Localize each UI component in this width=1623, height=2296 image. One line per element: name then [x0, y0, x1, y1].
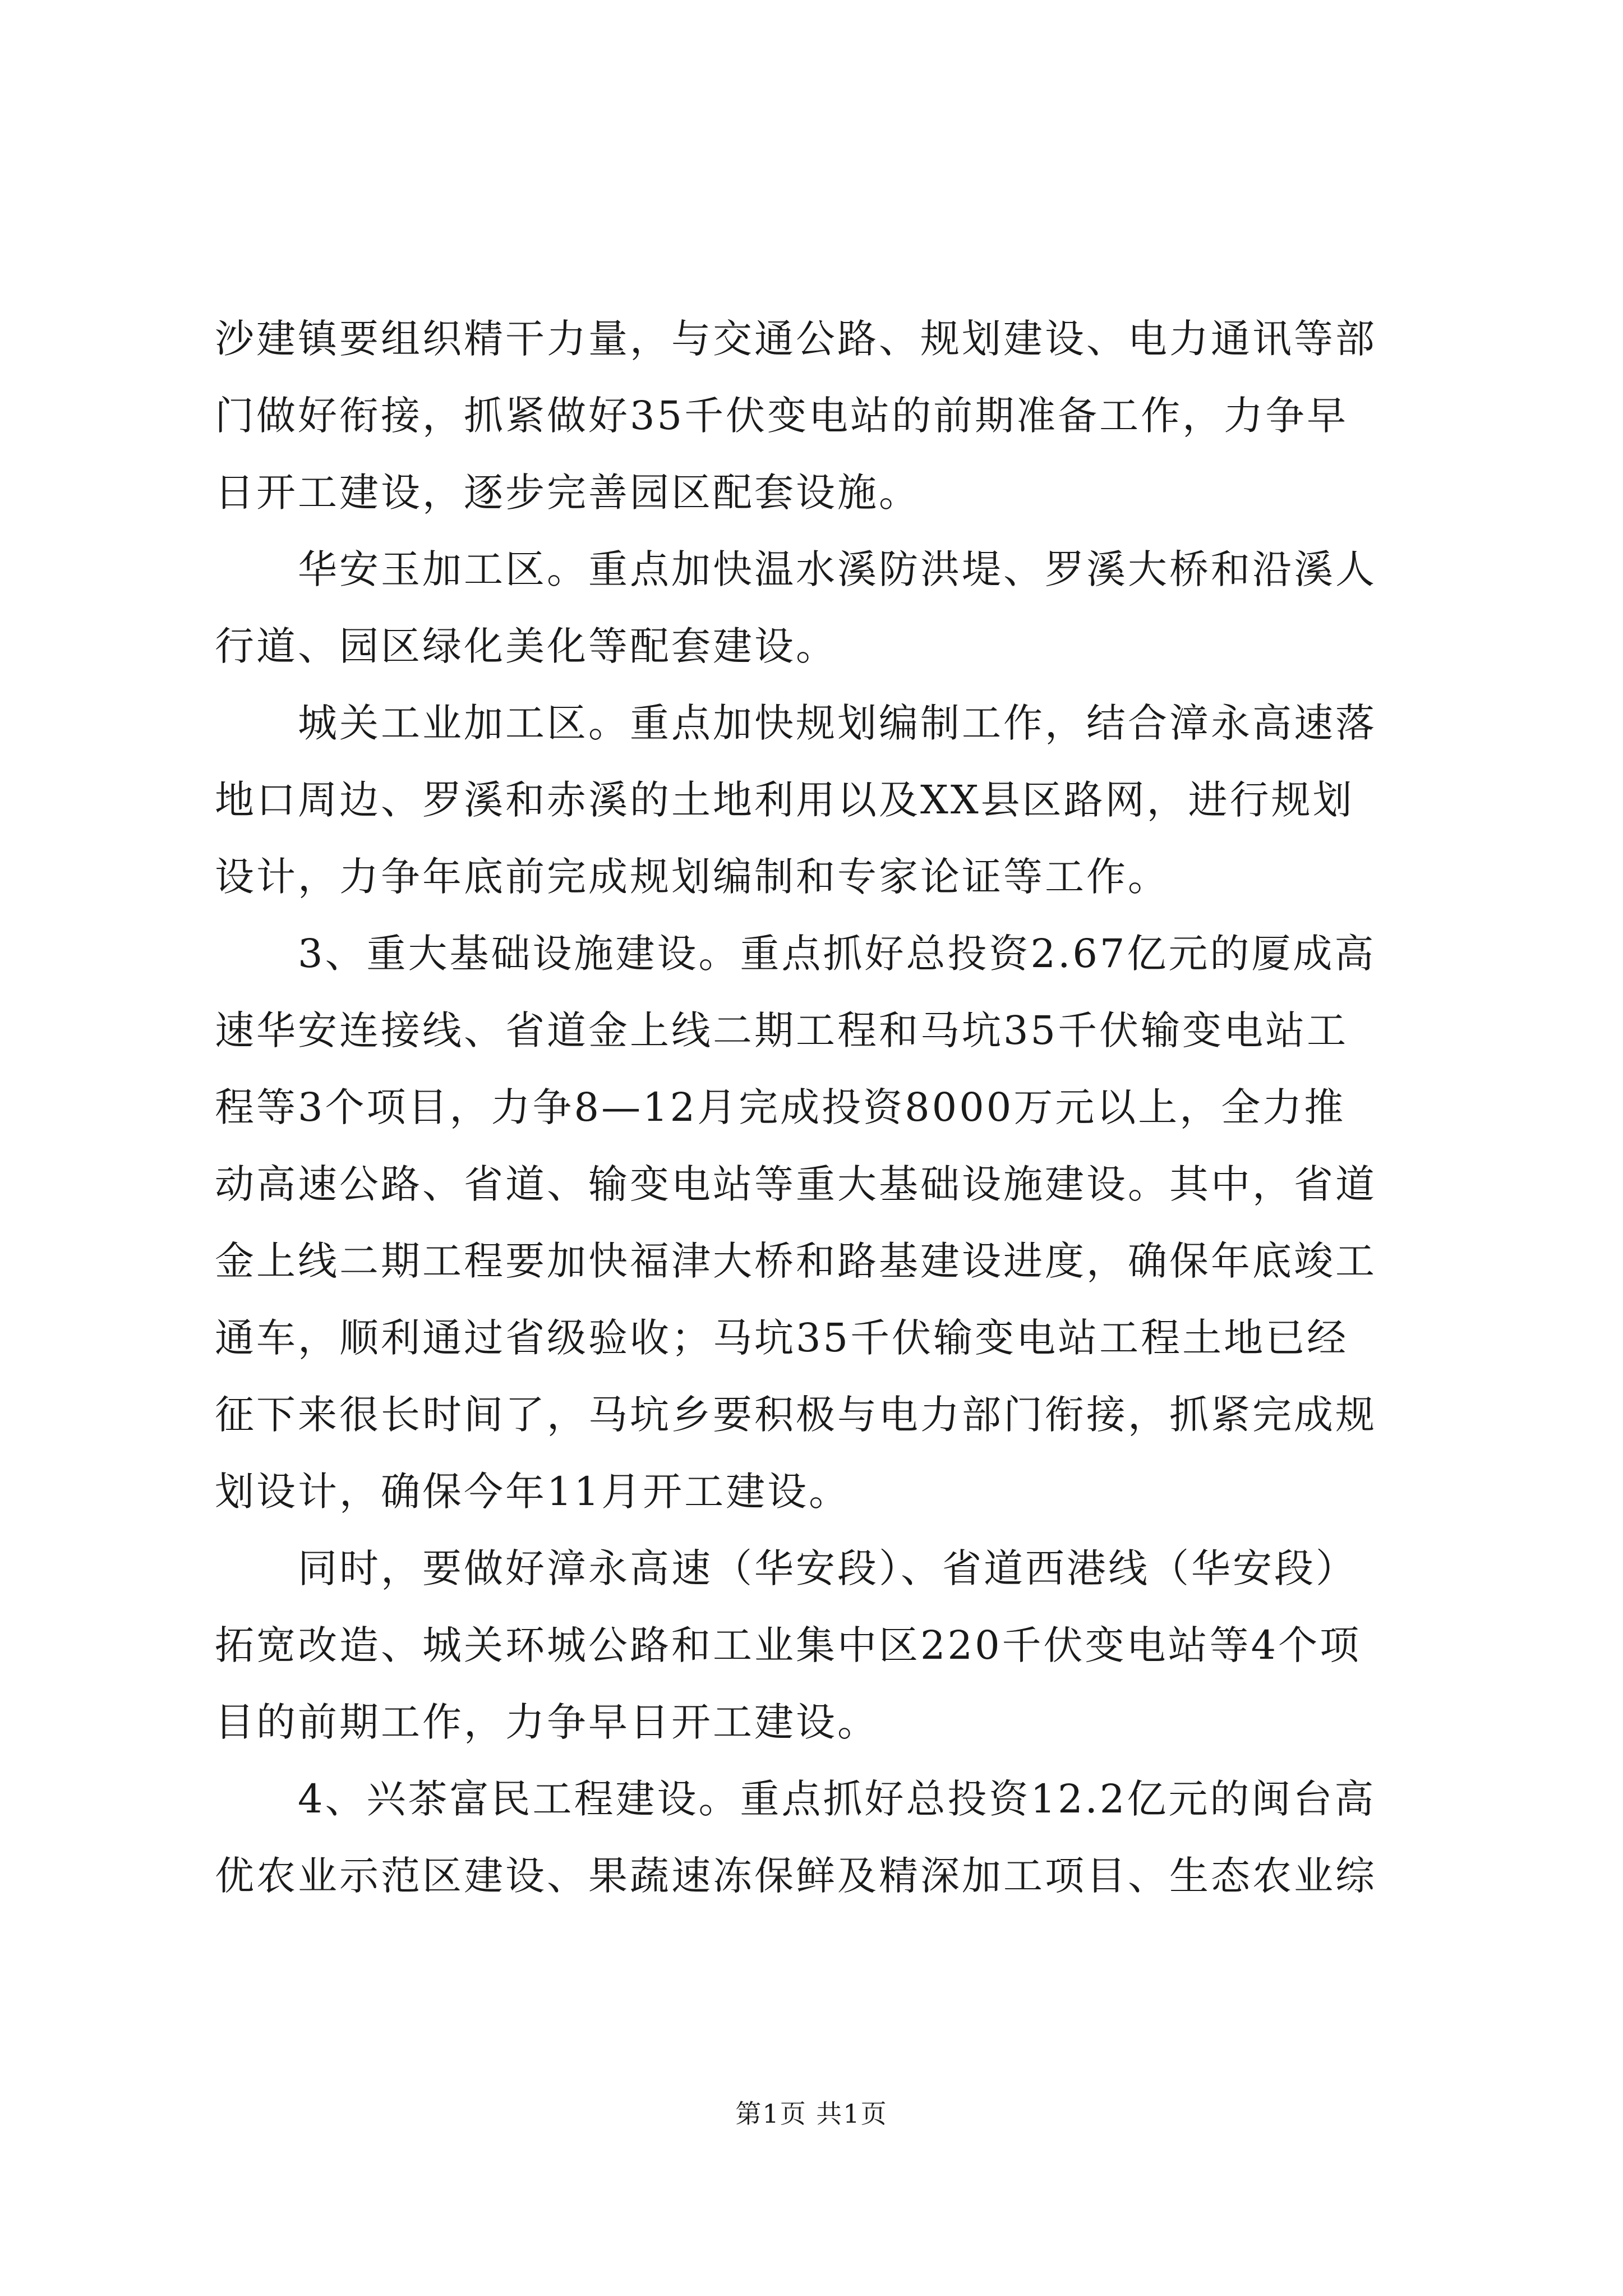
text-line: 程等3个项目，力争8—12月完成投资8000万元以上，全力推	[215, 1084, 1346, 1130]
page-number-footer: 第1页 共1页	[735, 2099, 888, 2129]
text-line: 设计，力争年底前完成规划编制和专家论证等工作。	[215, 854, 1169, 900]
text-line: 划设计，确保今年11月开工建设。	[215, 1469, 851, 1515]
text-line: 门做好衔接，抓紧做好35千伏变电站的前期准备工作，力争早	[215, 393, 1349, 439]
text-line: 日开工建设，逐步完善园区配套设施。	[215, 470, 920, 516]
paragraph-start-line: 华安玉加工区。重点加快温水溪防洪堤、罗溪大桥和沿溪人	[298, 546, 1377, 592]
paragraph-start-line: 3、重大基础设施建设。重点抓好总投资2.67亿元的厦成高	[298, 931, 1376, 977]
text-line: 动高速公路、省道、输变电站等重大基础设施建设。其中，省道	[215, 1161, 1377, 1207]
text-line: 拓宽改造、城关环城公路和工业集中区220千伏变电站等4个项	[215, 1622, 1362, 1668]
paragraph-start-line: 城关工业加工区。重点加快规划编制工作，结合漳永高速落	[298, 700, 1377, 746]
paragraph-start-line: 同时，要做好漳永高速（华安段）、省道西港线（华安段）	[298, 1545, 1357, 1591]
paragraph-start-line: 4、兴茶富民工程建设。重点抓好总投资12.2亿元的闽台高	[298, 1776, 1376, 1822]
text-line: 地口周边、罗溪和赤溪的土地利用以及XX县区路网，进行规划	[215, 777, 1354, 823]
text-line: 优农业示范区建设、果蔬速冻保鲜及精深加工项目、生态农业综	[215, 1853, 1377, 1899]
text-line: 沙建镇要组织精干力量，与交通公路、规划建设、电力通讯等部	[215, 316, 1377, 362]
document-body	[215, 301, 1409, 1915]
text-line: 行道、园区绿化美化等配套建设。	[215, 623, 837, 669]
text-line: 金上线二期工程要加快福津大桥和路基建设进度，确保年底竣工	[215, 1238, 1377, 1284]
text-line: 目的前期工作，力争早日开工建设。	[215, 1699, 879, 1745]
text-line: 速华安连接线、省道金上线二期工程和马坑35千伏输变电站工	[215, 1007, 1349, 1053]
text-line: 征下来很长时间了，马坑乡要积极与电力部门衔接，抓紧完成规	[215, 1392, 1377, 1438]
text-line: 通车，顺利通过省级验收；马坑35千伏输变电站工程土地已经	[215, 1315, 1349, 1361]
